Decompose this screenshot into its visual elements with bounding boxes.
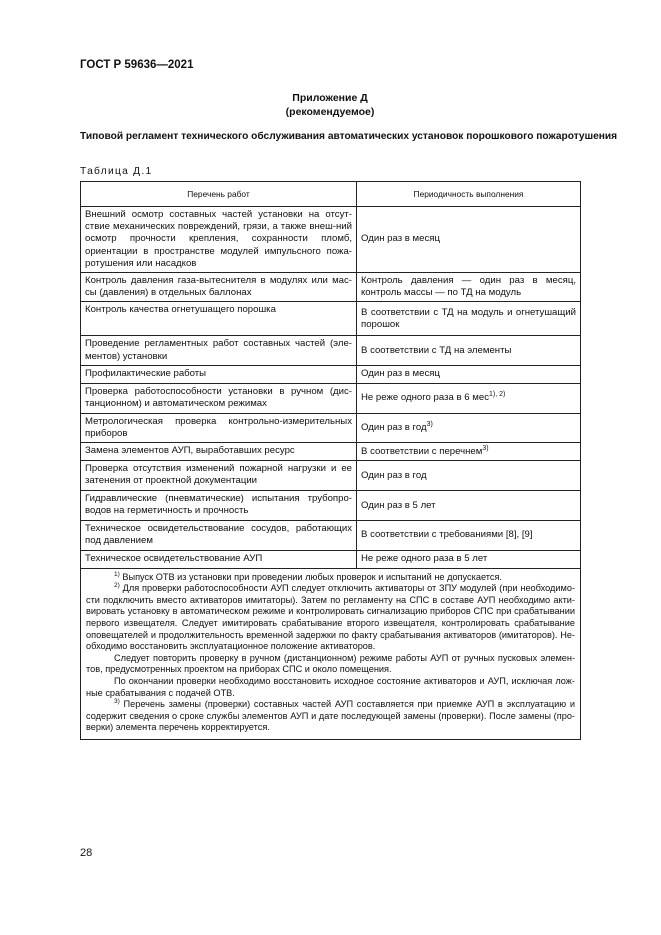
footnote-text: Выпуск ОТВ из установки при проведении любых проверок и испытаний не допускается. (122, 571, 502, 582)
period-cell (357, 461, 581, 491)
work-cell: Контроль давления газа-вытеснителя в модулях или мас-сы (давления) в отдельных баллонах (81, 273, 357, 302)
annex-title: Приложение Д (292, 92, 368, 104)
footnote-text: Перечень замены (проверки) составных частей АУП составляется при приемке АУП в эксплуатацию и содержит сведения о сроке службы элементов АУП и дате последующей замены (проверки). После замены (про-верки) элемента перечень корректируется. (86, 699, 575, 733)
work-cell: Замена элементов АУП, выработавших ресурс (81, 443, 357, 461)
footnotes-cell (81, 568, 581, 739)
footnote-mark: 3) (114, 698, 120, 706)
table-row (81, 336, 581, 365)
footnote (86, 653, 575, 676)
table-row (81, 365, 581, 383)
table-row (81, 207, 581, 273)
period-text: Один раз в год (361, 469, 427, 481)
footnote (86, 572, 575, 584)
footnote (86, 583, 575, 653)
standard-header: ГОСТ Р 59636—2021 (80, 59, 194, 71)
footnote-reference: 3) (482, 444, 489, 452)
period-cell (357, 207, 581, 273)
document-title: Типовой регламент технического обслуживания автоматических установок порошкового пожаротушения (80, 131, 618, 142)
period-text: Контроль давления — один раз в месяц, контроль массы — по ТД на модуль (361, 275, 576, 299)
column-header-period: Периодичность выполнения (357, 182, 581, 207)
period-text: В соответствии с ТД на модуль и огнетушащий порошок (361, 306, 576, 330)
footnote (86, 699, 575, 734)
table-row (81, 273, 581, 302)
period-cell (357, 491, 581, 521)
work-cell: Метрологическая проверка контрольно-измерительных приборов (81, 413, 357, 442)
table-row (81, 521, 581, 550)
work-cell: Гидравлические (пневматические) испытания трубопро-водов на герметичность и прочность (81, 491, 357, 521)
work-cell: Проверка отсутствия изменений пожарной нагрузки и ее затенения от проектной документации (81, 461, 357, 491)
period-cell (357, 273, 581, 302)
period-text: Один раз в год (361, 421, 427, 433)
period-cell (357, 413, 581, 442)
work-cell: Профилактические работы (81, 365, 357, 383)
period-cell (357, 443, 581, 461)
column-header-works: Перечень работ (81, 182, 357, 207)
period-cell (357, 521, 581, 550)
work-cell: Техническое освидетельствование АУП (81, 550, 357, 568)
footnote-text: По окончании проверки необходимо восстановить исходное состояние активаторов и АУП, исключая лож-ные срабатывания с подачей ОТВ. (86, 675, 575, 698)
period-text: В соответствии с ТД на элементы (361, 344, 512, 356)
work-cell: Проверка работоспособности установки в ручном (дис-танционном) и автоматическом режимах (81, 383, 357, 413)
period-text: В соответствии с перечнем (361, 445, 483, 457)
period-text: Один раз в 5 лет (361, 499, 436, 511)
table-row (81, 413, 581, 442)
table-row (81, 550, 581, 568)
footnote-reference: 3) (426, 420, 433, 428)
annex-subtitle: (рекомендуемое) (285, 106, 375, 118)
maintenance-table (80, 181, 581, 740)
page-number: 28 (80, 847, 93, 859)
footnote-mark: 1) (114, 570, 120, 578)
table-row (81, 383, 581, 413)
work-cell: Внешний осмотр составных частей установки на отсут-ствие механических повреждений, грязи, а также внеш-ний осмотр прочности крепления, сохранности пломб, ориентации в пространстве модулей импульсного пожа-ротушения или насадков (81, 207, 357, 273)
table-header-row (81, 182, 581, 207)
footnote-reference: 1), 2) (489, 391, 506, 399)
work-cell: Контроль качества огнетушащего порошка (81, 302, 357, 336)
footnote-mark: 2) (114, 582, 120, 590)
footnote (86, 676, 575, 699)
table-row (81, 491, 581, 521)
table-row (81, 302, 581, 336)
period-cell (357, 550, 581, 568)
work-cell: Техническое освидетельствование сосудов, работающих под давлением (81, 521, 357, 550)
period-text: Не реже одного раза в 6 мес (361, 392, 490, 404)
work-cell: Проведение регламентных работ составных частей (эле-ментов) установки (81, 336, 357, 365)
period-text: В соответствии с требованиями [8], [9] (361, 529, 533, 541)
period-cell (357, 302, 581, 336)
period-cell (357, 365, 581, 383)
table-row (81, 461, 581, 491)
period-text: Не реже одного раза в 5 лет (361, 553, 488, 565)
table-row (81, 443, 581, 461)
period-text: Один раз в месяц (361, 368, 440, 380)
footnote-text: Следует повторить проверку в ручном (дистанционном) режиме работы АУП от ручных пусковых элемен-тов, предусмотренных проектом на приборах СПС и около помещения. (86, 652, 575, 675)
footnotes-row (81, 568, 581, 739)
period-cell (357, 336, 581, 365)
table-label: Таблица Д.1 (80, 166, 153, 177)
period-cell (357, 383, 581, 413)
footnote-text: Для проверки работоспособности АУП следует отключить активаторы от ЗПУ модулей (при необходимо-сти подключить вместо активаторов имитаторы). Затем по регламенту на СПС в составе АУП необходимо акти-вировать установку в автоматическом режиме и контролировать сигнализацию приборов СПС при срабатывании первого извещателя. Следует имитировать срабатывание второго извещателя, контролировать срабатывание оповещателей и продолжительность временной задержки по факту срабатывания активаторов (имитаторов). Не-обходимо восстановить эксплуатационное положение активаторов. (86, 583, 575, 652)
period-text: Один раз в месяц (361, 233, 440, 245)
